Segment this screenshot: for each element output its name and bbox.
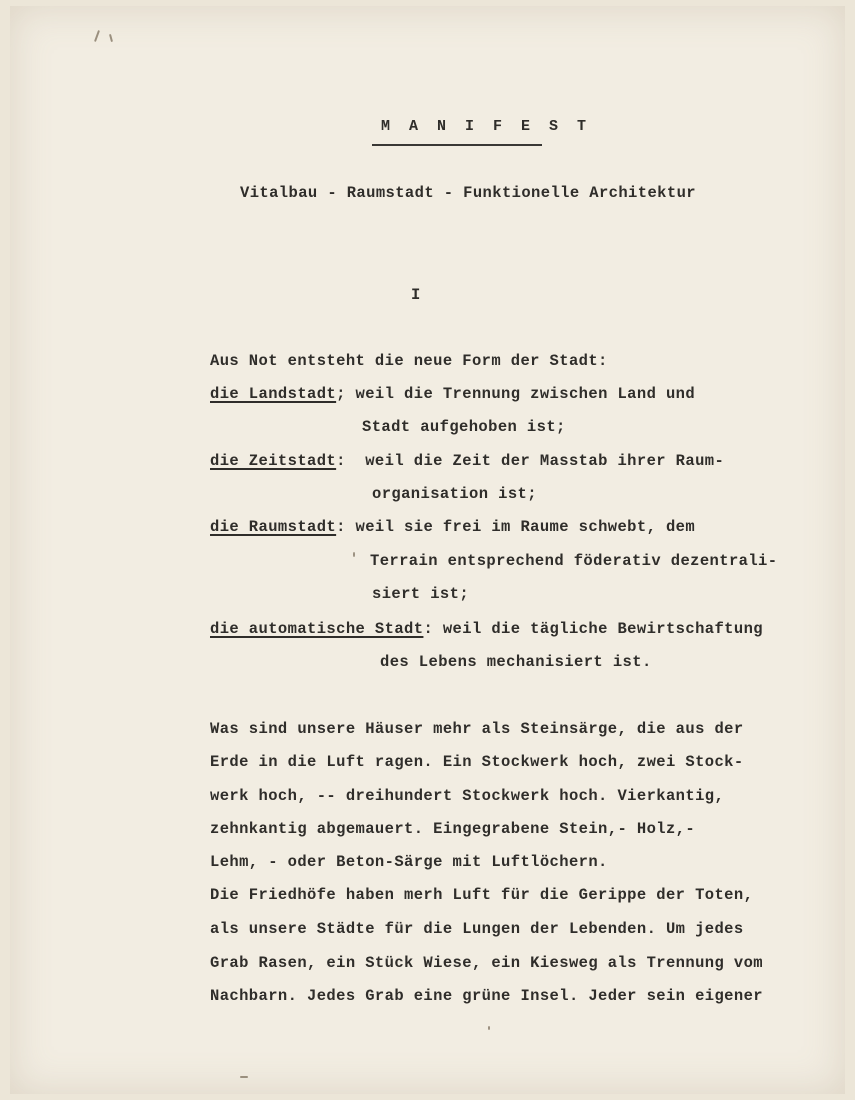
- body-line: Die Friedhöfe haben merh Luft für die Gerippe der Toten,: [210, 886, 754, 904]
- body-line: als unsere Städte für die Lungen der Lebenden. Um jedes: [210, 920, 744, 938]
- document-title: M A N I F E S T: [381, 118, 592, 135]
- definition-continuation: Terrain entsprechend föderativ dezentrali-: [370, 552, 778, 570]
- body-line: Erde in die Luft ragen. Ein Stockwerk hoch, zwei Stock-: [210, 753, 744, 771]
- paper-speck: [488, 1026, 490, 1030]
- body-line: Was sind unsere Häuser mehr als Steinsärge, die aus der: [210, 720, 744, 738]
- body-line: Lehm, - oder Beton-Särge mit Luftlöchern.: [210, 853, 608, 871]
- term-landstadt: die Landstadt: [210, 385, 337, 403]
- definition-zeitstadt: [210, 452, 724, 470]
- term-raumstadt: die Raumstadt: [210, 518, 337, 536]
- definition-text: weil die Zeit der Masstab ihrer Raum-: [365, 452, 725, 470]
- term-separator: ;: [336, 385, 346, 403]
- term-separator: :: [336, 518, 346, 536]
- definition-text: weil die tägliche Bewirtschaftung: [442, 620, 763, 638]
- definition-continuation: siert ist;: [372, 585, 470, 603]
- body-line: Nachbarn. Jedes Grab eine grüne Insel. Jeder sein eigener: [210, 987, 763, 1005]
- term-automatische-stadt: die automatische Stadt: [210, 620, 424, 638]
- term-separator: :: [423, 620, 434, 638]
- definition-continuation: Stadt aufgehoben ist;: [362, 418, 566, 436]
- title-underline: [372, 144, 542, 146]
- body-line: zehnkantig abgemauert. Eingegrabene Stein,- Holz,-: [210, 820, 696, 838]
- body-line: Grab Rasen, ein Stück Wiese, ein Kiesweg als Trennung vom: [210, 954, 763, 972]
- definition-landstadt: [210, 385, 695, 403]
- definition-raumstadt: [210, 518, 695, 536]
- term-zeitstadt: die Zeitstadt: [210, 452, 337, 470]
- definition-continuation: des Lebens mechanisiert ist.: [380, 653, 652, 671]
- intro-line: Aus Not entsteht die neue Form der Stadt:: [210, 352, 608, 370]
- definition-continuation: organisation ist;: [372, 485, 537, 503]
- paper-speck: [240, 1076, 248, 1078]
- section-numeral: I: [411, 286, 421, 304]
- definition-text: weil sie frei im Raume schwebt, dem: [355, 518, 696, 536]
- document-subtitle: Vitalbau - Raumstadt - Funktionelle Architektur: [240, 184, 696, 202]
- definition-automatische-stadt: [210, 620, 763, 638]
- definition-text: weil die Trennung zwischen Land und: [355, 385, 696, 403]
- paper-speck: [353, 552, 355, 557]
- term-separator: :: [336, 452, 346, 470]
- body-line: werk hoch, -- dreihundert Stockwerk hoch. Vierkantig,: [210, 787, 725, 805]
